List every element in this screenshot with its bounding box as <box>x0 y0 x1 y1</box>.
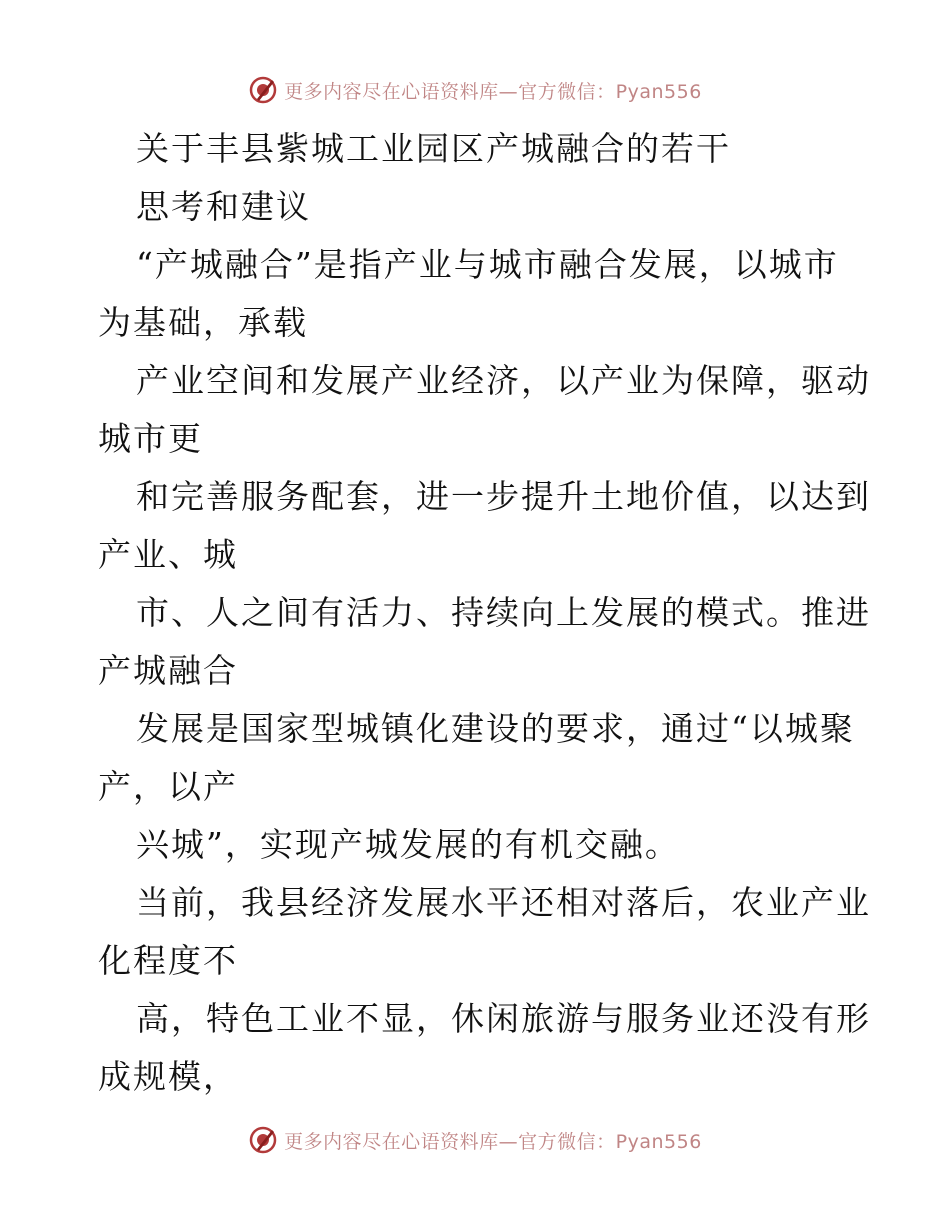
text-line: 关于丰县紫城工业园区产城融合的若干 <box>136 129 731 168</box>
text-line: “产城融合”是指产业与城市融合发展，以城市 <box>136 245 839 284</box>
text-line: 市、人之间有活力、持续向上发展的模式。推进 <box>136 593 871 632</box>
text-line: 发展是国家型城镇化建设的要求，通过“以城聚 <box>136 709 855 748</box>
text-line: 兴城”，实现产城发展的有机交融。 <box>136 825 680 864</box>
document-body <box>98 120 871 1106</box>
text-line: 城市更 <box>98 419 203 458</box>
text-line: 高，特色工业不显，休闲旅游与服务业还没有形 <box>136 999 871 1038</box>
watermark-text: 更多内容尽在心语资料库—官方微信：Pyan556 <box>284 1130 702 1153</box>
text-line: 产城融合 <box>98 651 238 690</box>
text-line: 产业、城 <box>98 535 238 574</box>
text-line: 产，以产 <box>98 767 238 806</box>
text-line: 和完善服务配套，进一步提升土地价值，以达到 <box>136 477 871 516</box>
header-watermark <box>0 70 950 110</box>
pen-seal-icon <box>248 75 278 105</box>
text-line: 当前，我县经济发展水平还相对落后，农业产业 <box>136 883 871 922</box>
watermark-text: 更多内容尽在心语资料库—官方微信：Pyan556 <box>284 80 702 103</box>
footer-watermark <box>0 1120 950 1160</box>
pen-seal-icon <box>248 1125 278 1155</box>
text-line: 产业空间和发展产业经济，以产业为保障，驱动 <box>136 361 871 400</box>
text-line: 为基础，承载 <box>98 303 308 342</box>
text-line: 思考和建议 <box>136 187 311 226</box>
text-line: 化程度不 <box>98 941 238 980</box>
text-line: 成规模， <box>98 1057 238 1096</box>
